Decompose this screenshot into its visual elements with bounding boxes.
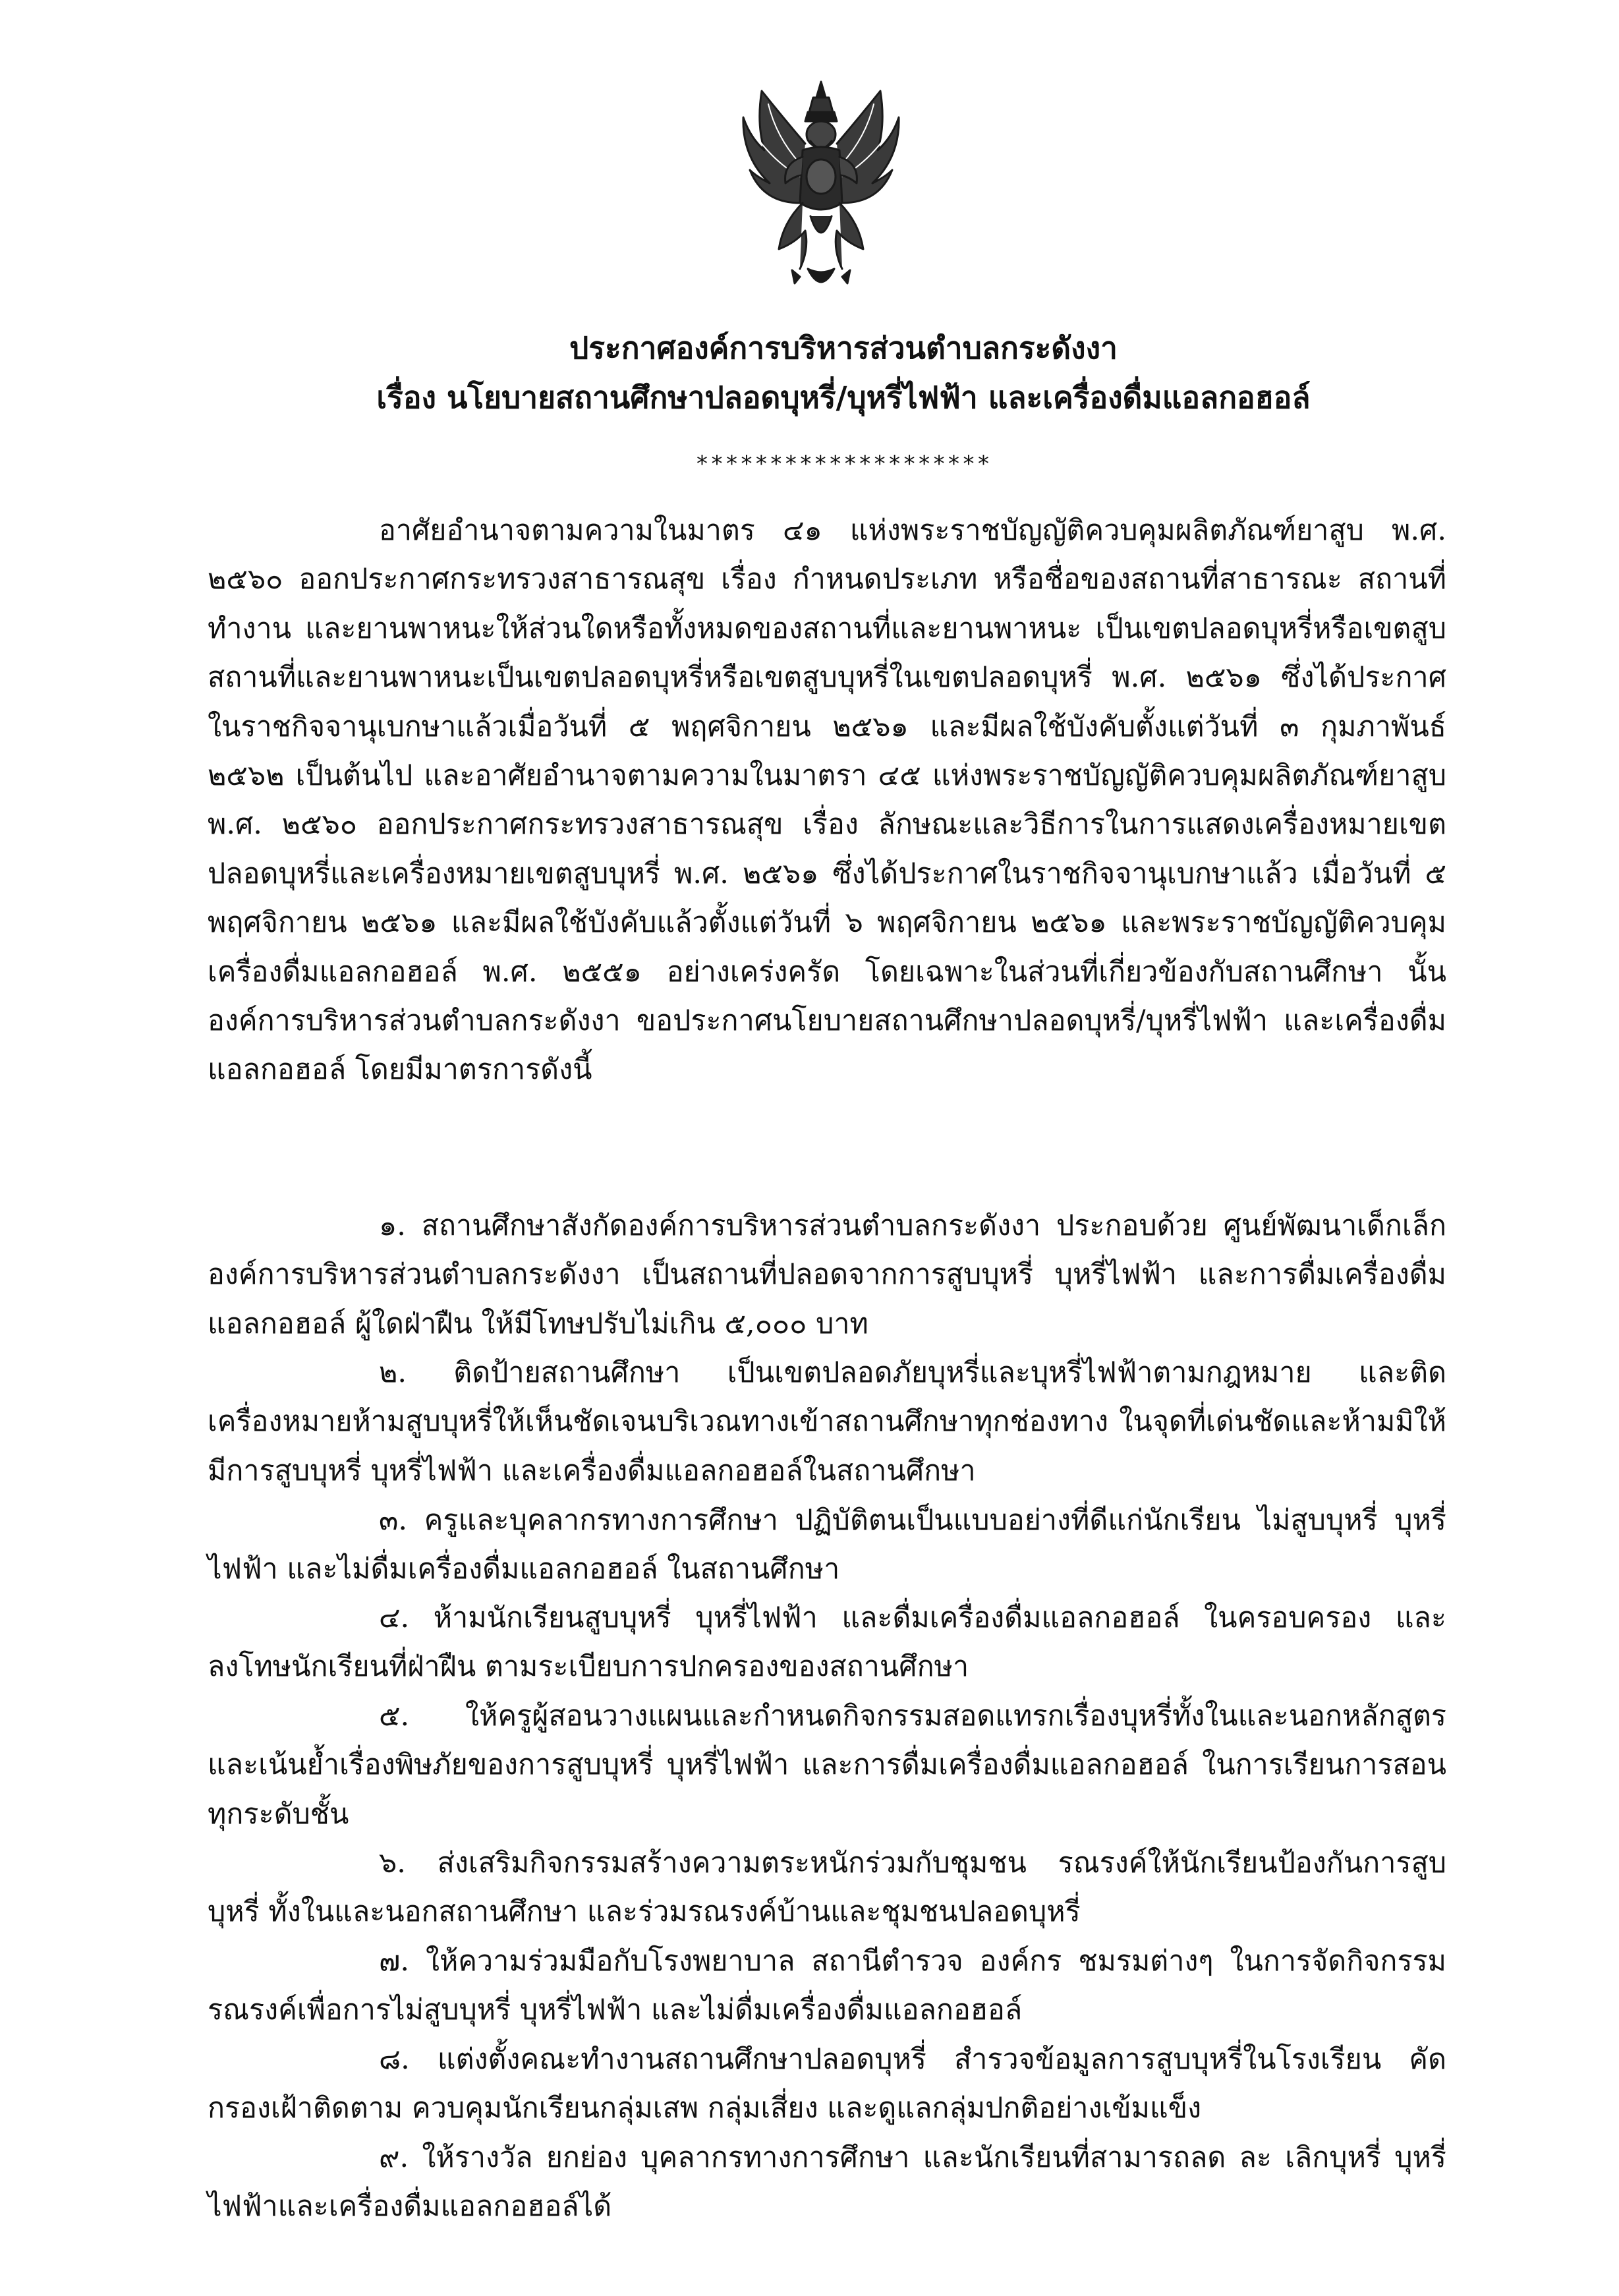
measure-item-6: ๖. ส่งเสริมกิจกรรมสร้างความตระหนักร่วมกับชุมชน รณรงค์ให้นักเรียนป้องกันการสูบบุหรี่ ทั้งในและนอกสถานศึกษา และร่วมรณรงค์บ้านและชุมชนปลอดบุหรี่: [208, 1847, 1446, 1929]
measure-item-5: ๕. ให้ครูผู้สอนวางแผนและกำหนดกิจกรรมสอดแทรกเรื่องบุหรี่ทั้งในและนอกหลักสูตร และเน้นย้ำเรื่องพิษภัยของการสูบบุหรี่ บุหรี่ไฟฟ้า และการดื่มเครื่องดื่มแอลกอฮอล์ ในการเรียนการสอนทุกระดับชั้น: [208, 1700, 1446, 1831]
intro-paragraph: อาศัยอำนาจตามความในมาตร ๔๑ แห่งพระราชบัญญัติควบคุมผลิตภัณฑ์ยาสูบ พ.ศ. ๒๕๖๐ ออกประกาศกระทรวงสาธารณสุข เรื่อง กำหนดประเภท หรือชื่อของสถานที่สาธารณะ สถานที่ทำงาน และยานพาหนะให้ส่วนใดหรือทั้งหมดของสถานที่และยานพาหนะ เป็นเขตปลอดบุหรี่หรือเขตสูบสถานที่และยานพาหนะเป็นเขตปลอดบุหรี่หรือเขตสูบบุหรี่ในเขตปลอดบุหรี่ พ.ศ. ๒๕๖๑ ซึ่งได้ประกาศในราชกิจจานุเบกษาแล้วเมื่อวันที่ ๕ พฤศจิกายน ๒๕๖๑ และมีผลใช้บังคับตั้งแต่วันที่ ๓ กุมภาพันธ์ ๒๕๖๒ เป็นต้นไป และอาศัยอำนาจตามความในมาตรา ๔๕ แห่งพระราชบัญญัติควบคุมผลิตภัณฑ์ยาสูบ พ.ศ. ๒๕๖๐ ออกประกาศกระทรวงสาธารณสุข เรื่อง ลักษณะและวิธีการในการแสดงเครื่องหมายเขตปลอดบุหรี่และเครื่องหมายเขตสูบบุหรี่ พ.ศ. ๒๕๖๑ ซึ่งได้ประกาศในราชกิจจานุเบกษาแล้ว เมื่อวันที่ ๕ พฤศจิกายน ๒๕๖๑ และมีผลใช้บังคับแล้วตั้งแต่วันที่ ๖ พฤศจิกายน ๒๕๖๑ และพระราชบัญญัติควบคุมเครื่องดื่มแอลกอฮอล์ พ.ศ. ๒๕๕๑ อย่างเคร่งครัด โดยเฉพาะในส่วนที่เกี่ยวข้องกับสถานศึกษา นั้น องค์การบริหารส่วนตำบลกระดังงา ขอประกาศนโยบายสถานศึกษาปลอดบุหรี่/บุหรี่ไฟฟ้า และเครื่องดื่มแอลกอฮอล์ โดยมีมาตรการดังนี้: [208, 514, 1446, 1087]
measure-item-9: ๙. ให้รางวัล ยกย่อง บุคลากรทางการศึกษา และนักเรียนที่สามารถลด ละ เลิกบุหรี่ บุหรี่ไฟฟ้าและเครื่องดื่มแอลกอฮอล์ได้: [208, 2141, 1446, 2224]
measure-item-7: ๗. ให้ความร่วมมือกับโรงพยาบาล สถานีตำรวจ องค์กร ชมรมต่างๆ ในการจัดกิจกรรมรณรงค์เพื่อการไม่สูบบุหรี่ บุหรี่ไฟฟ้า และไม่ดื่มเครื่องดื่มแอลกอฮอล์: [208, 1945, 1446, 2027]
measure-item-3: ๓. ครูและบุคลากรทางการศึกษา ปฏิบัติตนเป็นแบบอย่างที่ดีแก่นักเรียน ไม่สูบบุหรี่ บุหรี่ไฟฟ้า และไม่ดื่มเครื่องดื่มแอลกอฮอล์ ในสถานศึกษา: [208, 1504, 1446, 1586]
measure-item-1: ๑. สถานศึกษาสังกัดองค์การบริหารส่วนตำบลกระดังงา ประกอบด้วย ศูนย์พัฒนาเด็กเล็กองค์การบริหารส่วนตำบลกระดังงา เป็นสถานที่ปลอดจากการสูบบุหรี่ บุหรี่ไฟฟ้า และการดื่มเครื่องดื่มแอลกอฮอล์ ผู้ใดฝ่าฝืน ให้มีโทษปรับไม่เกิน ๕,๐๐๐ บาท: [208, 1209, 1446, 1340]
garuda-emblem-icon: [737, 78, 905, 298]
measure-item-2: ๒. ติดป้ายสถานศึกษา เป็นเขตปลอดภัยบุหรี่และบุหรี่ไฟฟ้าตามกฎหมาย และติดเครื่องหมายห้ามสูบบุหรี่ให้เห็นชัดเจนบริเวณทางเข้าสถานศึกษาทุกช่องทาง ในจุดที่เด่นชัดและห้ามมิให้มีการสูบบุหรี่ บุหรี่ไฟฟ้า และเครื่องดื่มแอลกอฮอล์ในสถานศึกษา: [208, 1356, 1446, 1487]
separator-stars: ********************: [695, 451, 992, 477]
measure-item-4: ๔. ห้ามนักเรียนสูบบุหรี่ บุหรี่ไฟฟ้า และดื่มเครื่องดื่มแอลกอฮอล์ ในครอบครอง และลงโทษนักเรียนที่ฝ่าฝืน ตามระเบียบการปกครองของสถานศึกษา: [208, 1601, 1446, 1684]
announcement-subject: เรื่อง นโยบายสถานศึกษาปลอดบุหรี่/บุหรี่ไฟฟ้า และเครื่องดื่มแอลกอฮอล์: [376, 380, 1311, 415]
announcement-title: ประกาศองค์การบริหารส่วนตำบลกระดังงา: [569, 330, 1118, 366]
measure-item-8: ๘. แต่งตั้งคณะทำงานสถานศึกษาปลอดบุหรี่ สำรวจข้อมูลการสูบบุหรี่ในโรงเรียน คัดกรองเฝ้าติดตาม ควบคุมนักเรียนกลุ่มเสพ กลุ่มเสี่ยง และดูแลกลุ่มปกติอย่างเข้มแข็ง: [208, 2043, 1446, 2125]
